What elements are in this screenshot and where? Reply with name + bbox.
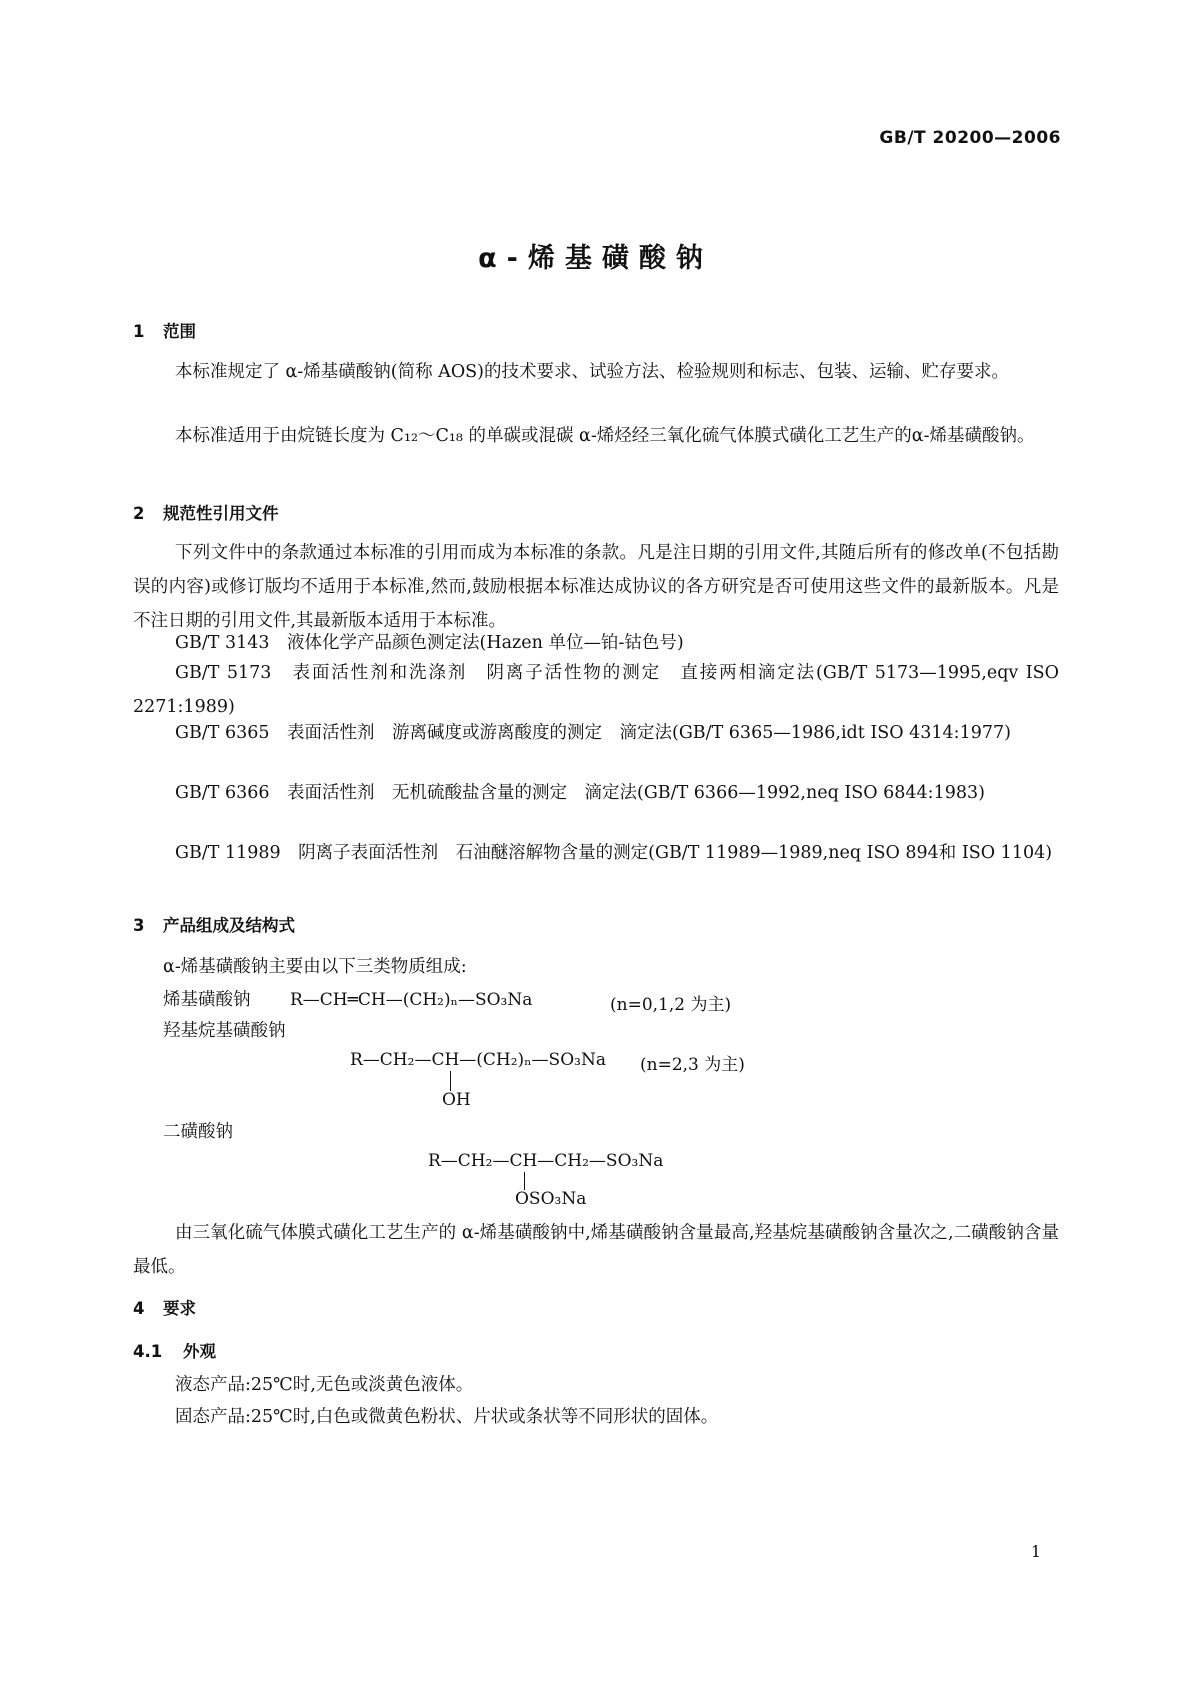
compound-2-branch: OH <box>442 1090 471 1110</box>
section-4-heading <box>133 1295 196 1319</box>
section-title: 规范性引用文件 <box>163 504 279 523</box>
reference-item: GB/T 11989 阴离子表面活性剂 石油醚溶解物含量的测定(GB/T 11989—1989,neq ISO 894和 ISO 1104) <box>175 843 1053 863</box>
page-number: 1 <box>1030 1542 1041 1561</box>
section-title: 范围 <box>163 322 196 341</box>
section-number: 1 <box>133 322 145 341</box>
section-title: 产品组成及结构式 <box>163 916 295 935</box>
subsection-4-1-heading <box>133 1338 216 1362</box>
section-number: 3 <box>133 916 145 935</box>
compound-1-name: 烯基磺酸钠 <box>163 990 251 1010</box>
appearance-liquid: 液态产品:25℃时,无色或淡黄色液体。 <box>175 1375 474 1395</box>
section-2-paragraph: 下列文件中的条款通过本标准的引用而成为本标准的条款。凡是注日期的引用文件,其随后所有的修改单(不包括勘误的内容)或修订版均不适用于本标准,然而,鼓励根据本标准达成协议的各方研究是否可使用这些文件的最新版本。凡是不注日期的引用文件,其最新版本适用于本标准。 <box>133 543 1059 631</box>
bond-line <box>524 1172 525 1190</box>
subsection-number: 4.1 <box>133 1342 163 1361</box>
compound-2-formula: R—CH₂—CH—(CH₂)ₙ—SO₃Na <box>350 1050 606 1070</box>
section-title: 要求 <box>163 1299 196 1318</box>
reference-item: GB/T 6366 表面活性剂 无机硫酸盐含量的测定 滴定法(GB/T 6366—1992,neq ISO 6844:1983) <box>175 783 985 803</box>
section-2-heading <box>133 500 279 524</box>
section-number: 4 <box>133 1299 145 1318</box>
subsection-title: 外观 <box>183 1342 216 1361</box>
reference-item: GB/T 3143 液体化学产品颜色测定法(Hazen 单位—铂-钴色号) <box>175 633 684 653</box>
section-1-paragraph-1: 本标准规定了 α-烯基磺酸钠(简称 AOS)的技术要求、试验方法、检验规则和标志、包装、运输、贮存要求。 <box>175 362 1009 382</box>
compound-1-formula: R—CH═CH—(CH₂)ₙ—SO₃Na <box>290 990 533 1010</box>
section-3-heading <box>133 912 295 936</box>
compound-3-branch: OSO₃Na <box>515 1189 587 1209</box>
composition-conclusion: 由三氧化硫气体膜式磺化工艺生产的 α-烯基磺酸钠中,烯基磺酸钠含量最高,羟基烷基磺酸钠含量次之,二磺酸钠含量最低。 <box>133 1223 1059 1277</box>
bond-line <box>450 1071 451 1091</box>
page-title: α-烯基磺酸钠 <box>478 243 713 274</box>
composition-intro: α-烯基磺酸钠主要由以下三类物质组成: <box>163 957 467 977</box>
section-1-heading <box>133 318 196 342</box>
compound-2-name: 羟基烷基磺酸钠 <box>163 1021 286 1041</box>
compound-1-note: (n=0,1,2 为主) <box>610 995 732 1015</box>
section-1-paragraph-2: 本标准适用于由烷链长度为 C₁₂～C₁₈ 的单碳或混碳 α-烯烃经三氧化硫气体膜式磺化工艺生产的α-烯基磺酸钠。 <box>175 426 1035 446</box>
appearance-solid: 固态产品:25℃时,白色或微黄色粉状、片状或条状等不同形状的固体。 <box>175 1407 719 1427</box>
compound-2-note: (n=2,3 为主) <box>640 1055 745 1075</box>
reference-item: GB/T 5173 表面活性剂和洗涤剂 阴离子活性物的测定 直接两相滴定法(GB/T 5173—1995,eqv ISO 2271:1989) <box>133 663 1059 717</box>
compound-3-name: 二磺酸钠 <box>163 1122 233 1142</box>
document-code: GB/T 20200—2006 <box>879 128 1061 148</box>
compound-3-formula: R—CH₂—CH—CH₂—SO₃Na <box>428 1151 664 1171</box>
reference-item: GB/T 6365 表面活性剂 游离碱度或游离酸度的测定 滴定法(GB/T 6365—1986,idt ISO 4314:1977) <box>175 723 1011 743</box>
section-number: 2 <box>133 504 145 523</box>
